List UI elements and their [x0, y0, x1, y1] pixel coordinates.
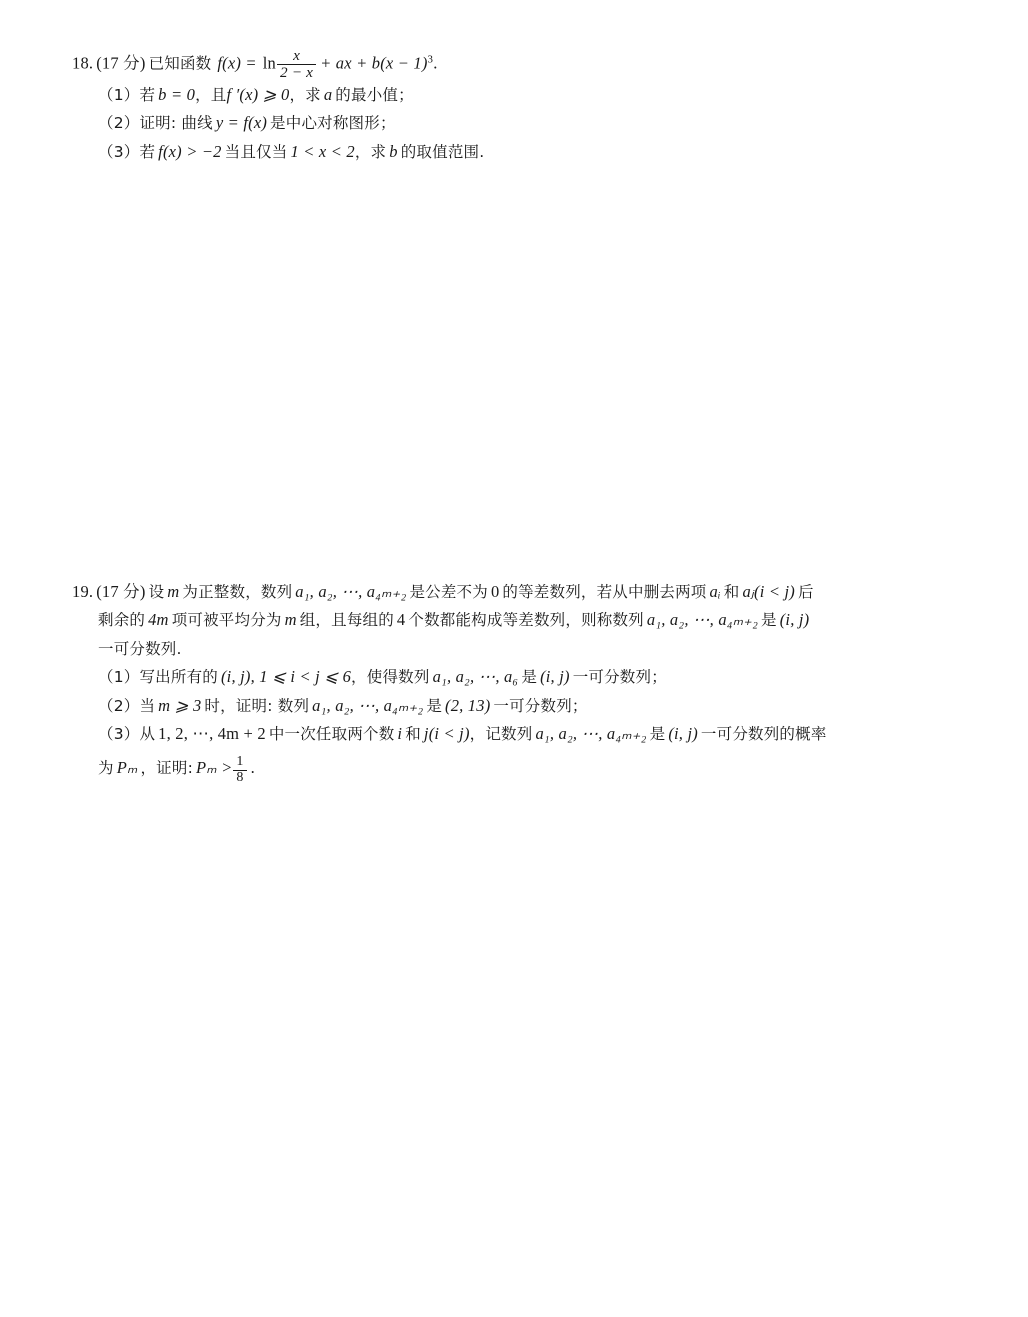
probability-fraction	[233, 755, 246, 785]
fraction-numerator: 1	[233, 755, 246, 771]
stem-math-10: (i, j)	[779, 610, 810, 630]
part-text-b: 时，证明: 数列	[204, 696, 310, 715]
part-text-d: ，记数列	[469, 724, 533, 743]
part-line2-text-2: ，证明:	[140, 759, 193, 778]
part-label: （3）	[98, 724, 140, 743]
part-math-a: (i, j), 1 ⩽ i < j ⩽ 6	[220, 667, 352, 687]
stem-math-9: a₁, a₂, ⋯, a₄ₘ₊₂	[646, 610, 759, 630]
problem-18-period: .	[433, 53, 438, 73]
part-text-c: ，求	[354, 142, 387, 161]
problem-19-number: 19.	[72, 582, 94, 601]
part-text-d: 一可分数列；	[572, 668, 667, 687]
problem-18-number: 18.	[72, 53, 94, 73]
stem-math-5: aⱼ(i < j)	[742, 582, 795, 601]
part-text-a: 从	[139, 724, 156, 743]
part-math-c: (i, j)	[540, 667, 570, 687]
stem-text-10: 个数都能构成等差数列，则称数列	[408, 611, 644, 630]
problem-19-part-3-line-1	[72, 720, 962, 748]
part-math-a: m ⩾ 3	[158, 695, 202, 715]
part-text-b: 是中心对称图形；	[270, 114, 396, 133]
part-math-a: y = f(x)	[215, 113, 268, 133]
stem-text-7: 剩余的	[98, 611, 146, 630]
part-math-c: a	[323, 84, 333, 104]
problem-19-stem-line-3	[72, 635, 962, 663]
part-text-b: ，且	[195, 85, 227, 104]
problem-19-part-3-line-2	[72, 748, 962, 788]
stem-math-6: 4m	[148, 610, 169, 630]
fraction-denominator: 2 − x	[279, 63, 314, 81]
problem-18-power: 3	[427, 53, 434, 66]
part-text-a: 若	[139, 85, 156, 104]
part-text-b: 当且仅当	[224, 142, 288, 161]
problem-18-ln: ln	[262, 53, 276, 73]
stem-math-8: 4	[396, 610, 406, 630]
fraction-denominator: 8	[236, 769, 244, 785]
problem-18-stem	[72, 48, 962, 81]
problem-19-part-1	[72, 663, 962, 691]
part-math-b: i	[397, 723, 403, 743]
stem-text-4: 的等差数列，若从中删去两项	[502, 583, 707, 601]
part-line2-text-3: .	[250, 758, 255, 778]
problem-18-fraction	[277, 48, 316, 81]
problem-19	[72, 578, 962, 788]
problem-18-stem-prefix: 已知函数	[148, 54, 212, 73]
stem-text-2: 为正整数，数列	[182, 583, 293, 601]
part-math-b: f ′(x) ⩾ 0	[226, 84, 290, 104]
problem-18-part-1	[72, 81, 962, 109]
part-text-c: 和	[405, 724, 421, 743]
part-label: （2）	[98, 114, 140, 133]
stem-math-4: aᵢ	[709, 582, 721, 601]
part-math-b: a₁, a₂, ⋯, a₆	[432, 667, 519, 687]
stem-text-5: 和	[723, 583, 740, 601]
problem-19-stem-line-1	[72, 578, 962, 606]
stem-math-7: m	[284, 610, 297, 630]
problem-18-tail: + ax + b(x − 1)	[320, 53, 428, 73]
problem-18-points: (17 分)	[96, 53, 146, 73]
problem-18	[72, 48, 962, 166]
stem-text-12: 一可分数列.	[98, 639, 182, 658]
part-text-a: 当	[139, 696, 156, 715]
part-text-d: 一可分数列；	[493, 696, 588, 715]
part-text-d: 的最小值；	[335, 85, 414, 104]
part-text-b: 中一次任取两个数	[268, 724, 395, 743]
part-math-b: 1 < x < 2	[290, 141, 355, 161]
stem-text-6: 后	[797, 583, 814, 601]
part-math-c: j(i < j)	[423, 723, 470, 743]
part-label: （2）	[98, 696, 140, 715]
problem-18-fx: f(x) =	[217, 53, 257, 73]
part-text-c: 是	[426, 696, 443, 715]
part-text-b: ，使得数列	[351, 668, 430, 687]
problem-19-stem-line-2	[72, 606, 962, 634]
part-line2-math-1: Pₘ	[116, 758, 138, 778]
part-text-c: ，求	[289, 85, 321, 104]
stem-text-3: 是公差不为	[409, 583, 488, 601]
problem-19-points: (17 分)	[96, 582, 146, 601]
part-label: （1）	[98, 668, 140, 687]
problem-19-part-2	[72, 692, 962, 720]
part-math-b: a₁, a₂, ⋯, a₄ₘ₊₂	[312, 695, 424, 715]
stem-math-2: a₁, a₂, ⋯, a₄ₘ₊₂	[295, 582, 407, 601]
part-text-a: 证明: 曲线	[139, 114, 213, 133]
part-line2-text-1: 为	[98, 759, 114, 778]
stem-text-9: 组，且每组的	[299, 611, 394, 630]
part-math-e: (i, j)	[668, 723, 698, 743]
problem-18-part-2	[72, 109, 962, 137]
part-label: （3）	[98, 142, 140, 161]
problem-18-part-3	[72, 138, 962, 166]
stem-math-1: m	[167, 582, 180, 601]
part-math-c: b	[389, 141, 398, 161]
part-math-a: 1, 2, ⋯, 4m + 2	[158, 723, 266, 743]
part-math-d: a₁, a₂, ⋯, a₄ₘ₊₂	[535, 723, 647, 743]
fraction-numerator: x	[277, 48, 316, 65]
part-text-c: 是	[521, 668, 538, 687]
part-text-d: 的取值范围.	[400, 142, 485, 161]
part-text-e: 是	[649, 724, 666, 743]
part-text-f: 一可分数列的概率	[700, 724, 827, 743]
part-math-a: b = 0	[158, 84, 196, 104]
part-math-a: f(x) > −2	[158, 141, 222, 161]
part-text-a: 写出所有的	[139, 668, 218, 687]
stem-text-11: 是	[761, 611, 777, 630]
part-text-a: 若	[139, 142, 156, 161]
part-math-c: (2, 13)	[445, 695, 491, 715]
part-line2-math-2: Pₘ >	[196, 758, 233, 778]
stem-text-8: 项可被平均分为	[171, 611, 282, 630]
stem-math-3: 0	[490, 582, 500, 601]
stem-text-1: 设	[148, 583, 165, 601]
part-label: （1）	[98, 85, 140, 104]
